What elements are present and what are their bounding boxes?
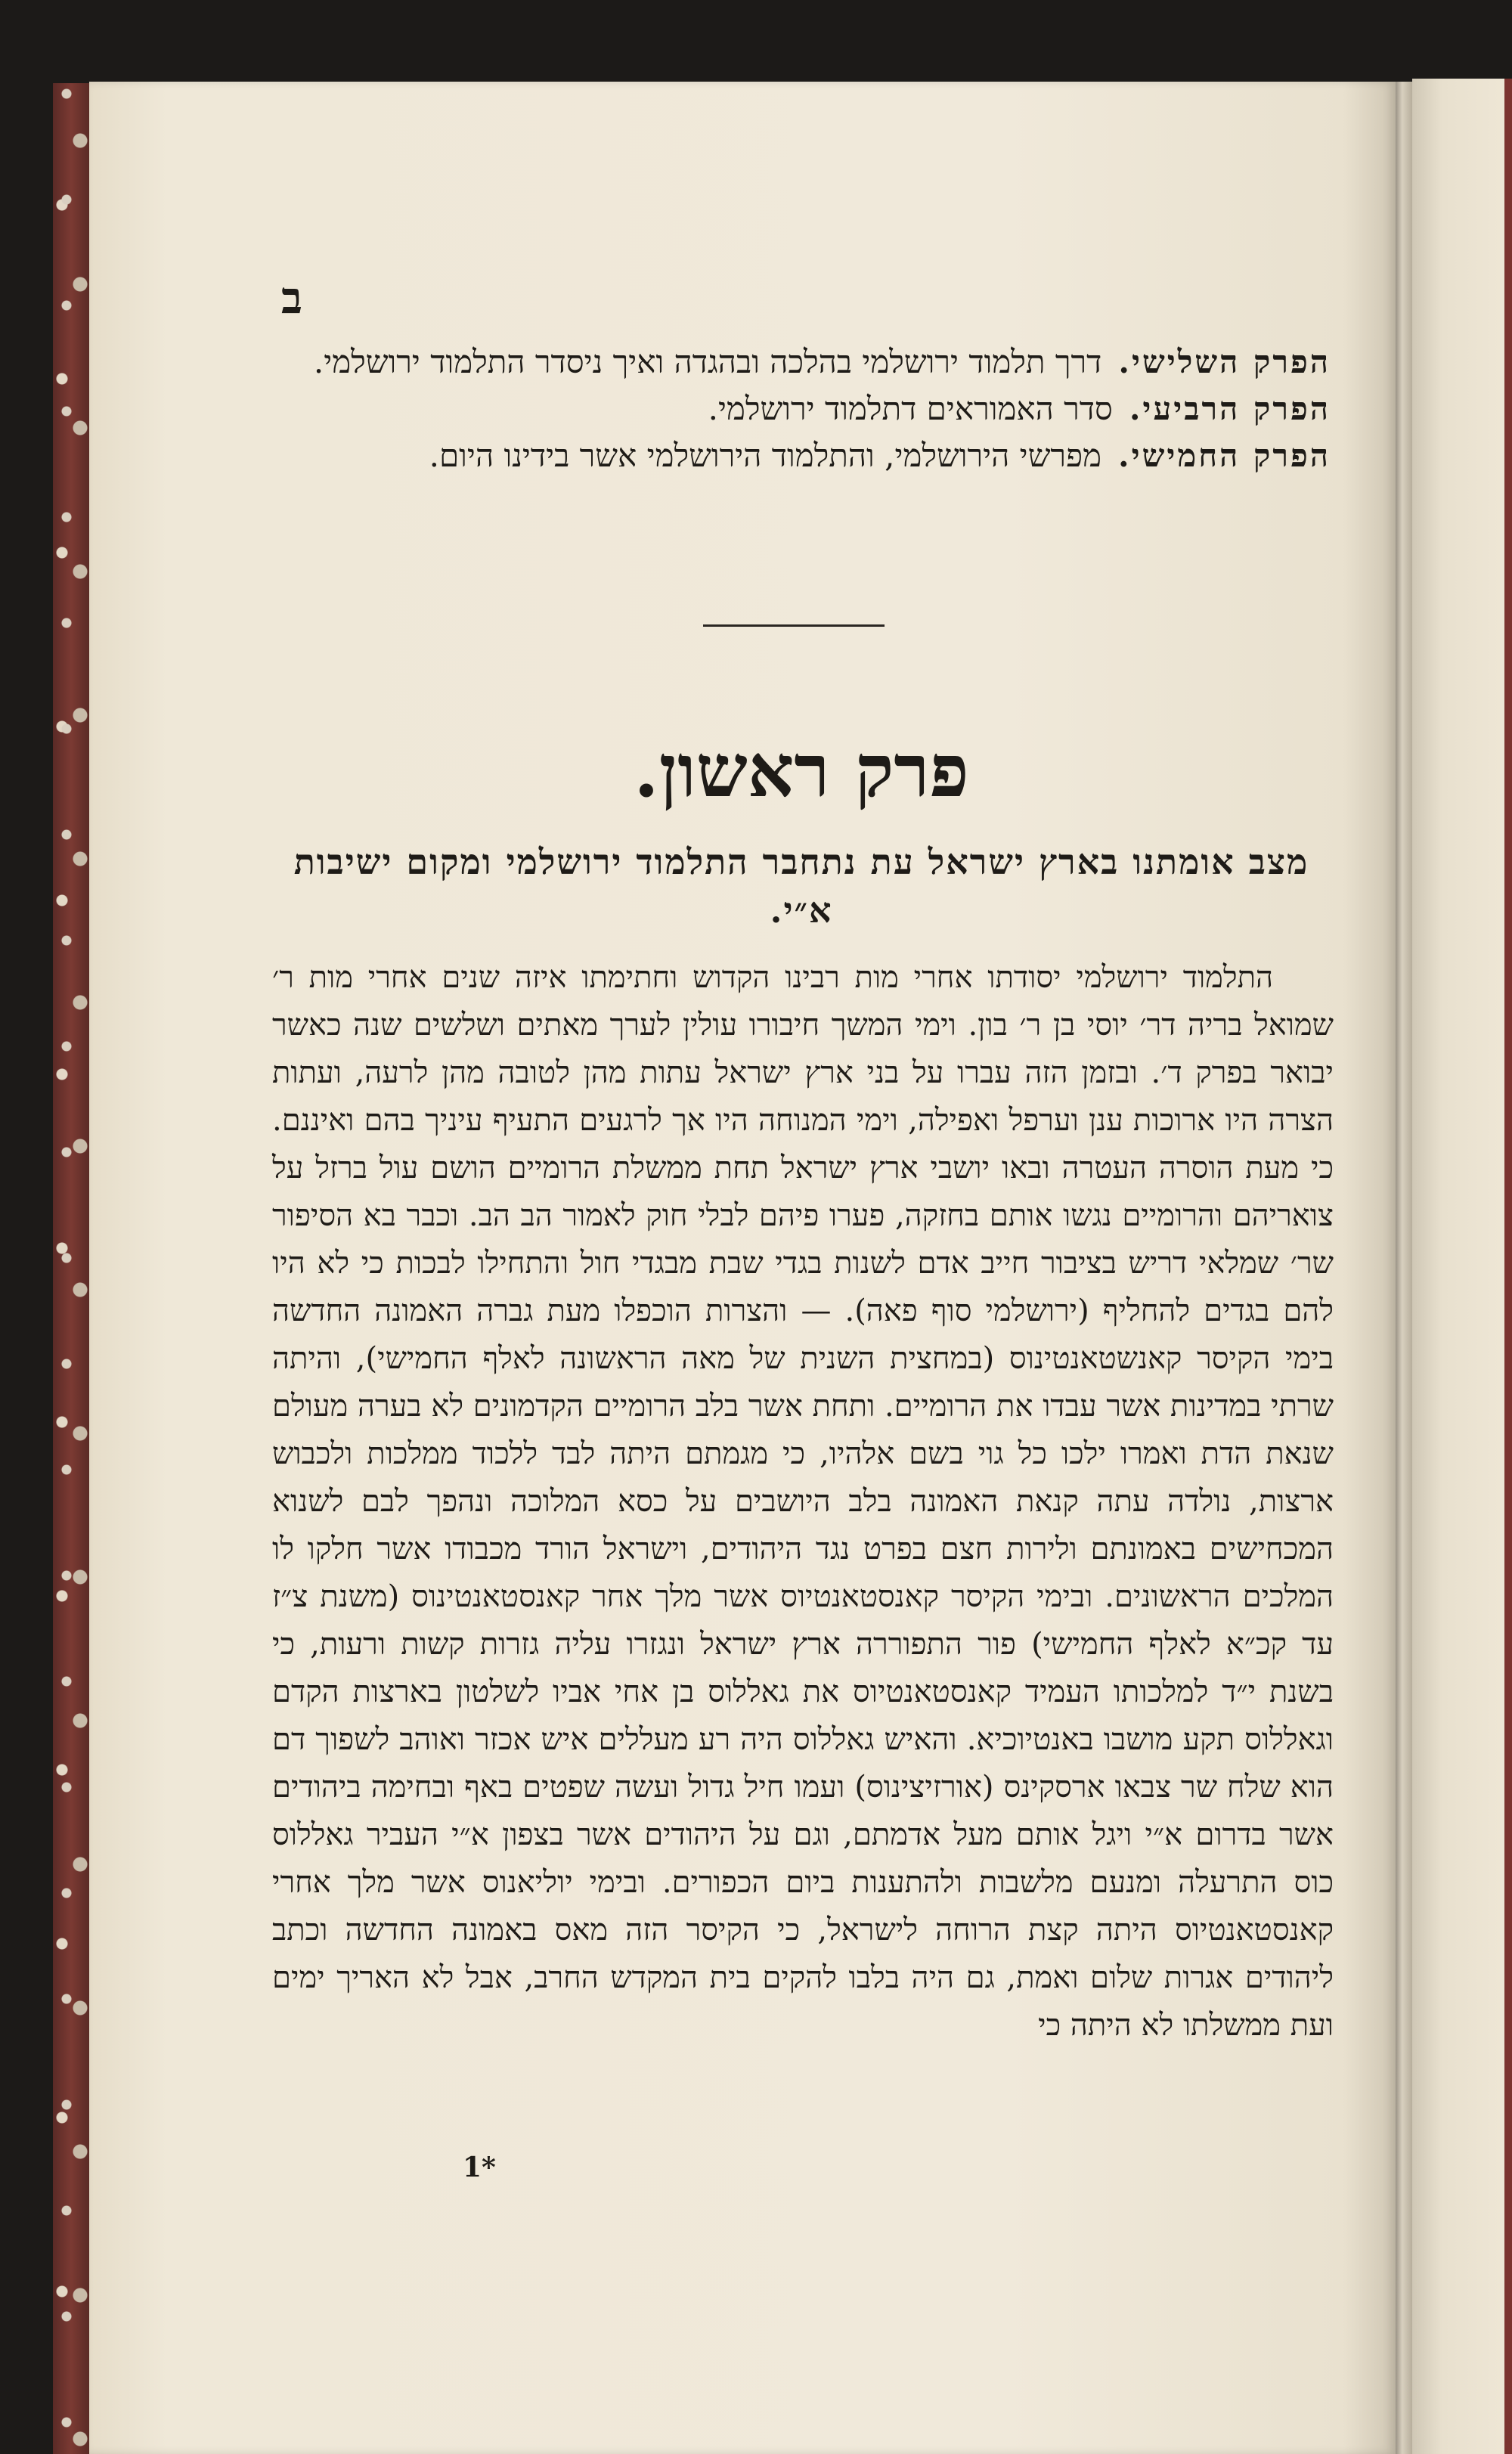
toc-entry-label: הפרק החמישי. [1117,437,1331,474]
book-cover-edge [1504,79,1512,2454]
table-of-contents [272,339,1331,479]
toc-entry-label: הפרק הרביעי. [1129,390,1331,427]
toc-entry-text: מפרשי הירושלמי, והתלמוד הירושלמי אשר בידינו היום. [429,437,1101,474]
section-divider [703,624,885,627]
toc-entry-label: הפרק השלישי. [1118,343,1331,380]
chapter-subtitle: מצב אומתנו בארץ ישראל עת נתחבר התלמוד ירושלמי ומקום ישיבות א״י. [293,841,1309,931]
toc-entry-text: דרך תלמוד ירושלמי בהלכה ובהגדה ואיך ניסדר התלמוד ירושלמי. [313,343,1102,380]
toc-entry [272,432,1331,479]
chapter-title: פרק ראשון. [634,728,969,813]
toc-entry [272,339,1331,386]
page-gutter [1396,82,1412,2454]
signature-mark: 1* [463,2152,496,2183]
toc-entry [272,386,1331,432]
next-page-edge [1412,79,1512,2454]
chapter-body-text: התלמוד ירושלמי יסודתו אחרי מות רבינו הקדוש וחתימתו איזה שנים אחרי מות ר׳ שמואל בריה דר׳ יוסי בן ר׳ בון. וימי המשך חיבורו עולין לערך מאתים ושלשים שנה כאשר יבואר בפרק ד׳. ובזמן הזה עברו על בני ארץ ישראל עתות מהן לטובה מהן לרעה, ועתות הצרה היו ארוכות ענן וערפל ואפילה, וימי המנוחה היו אך לרגעים התעיף עיניך בהם ואיננם. כי מעת הוסרה העטרה ובאו יושבי ארץ ישראל תחת ממשלת הרומיים הושם עול ברזל על צואריהם והרומיים נגשו אותם בחזקה, פערו פיהם לבלי חוק לאמור הב הב. וכבר בא הסיפור שר׳ שמלאי דריש בציבור חייב אדם לשנות בגדי שבת מבגדי חול והתחילו לבכות כי לא היו להם בגדים להחליף (ירושלמי סוף פאה). — והצרות הוכפלו מעת גברה האמונה החדשה בימי הקיסר קאנשטאנטינוס (במחצית השנית של מאה הראשונה לאלף החמישי), והיתה שרתי במדינות אשר עבדו את הרומיים. ותחת אשר בלב הרומיים הקדמונים לא בערה מעולם שנאת הדת ואמרו ילכו כל גוי בשם אלהיו, כי מגמתם היתה לבד ללכוד ממלכות ולכבוש ארצות, נולדה עתה קנאת האמונה בלב היושבים על כסא המלוכה ונהפך לבם לשנוא המכחישים באמונתם ולירות חצם בפרט נגד היהודים, וישראל הורד מכבודו אשר חלקו לו המלכים הראשונים. ובימי הקיסר קאנסטאנטיוס אשר מלך אחר קאנסטאנטינוס (משנת צ״ז עד קכ״א לאלף החמישי) פור התפוררה ארץ ישראל ונגזרו עליה גזרות קשות ורעות, כי בשנת י״ד למלכותו העמיד קאנסטאנטיוס את גאללוס בן אחי אביו לשלטון בארצות הקדם וגאללוס תקע מושבו באנטיוכיא. והאיש גאללוס היה רע מעללים איש אכזר ואוהב לשפוך דם הוא שלח שר צבאו ארסקינס (אורזיצינוס) ועמו חיל גדול ועשה שפטים באף ובחימה ביהודים אשר בדרום א״י ויגל אותם מעל אדמתם, וגם על היהודים אשר בצפון א״י העביר גאללוס כוס התרעלה ומנעם מלשבות ולהתענות ביום הכפורים. ובימי יוליאנוס אשר מלך אחרי קאנסטאנטיוס היתה קצת הרוחה לישראל, כי הקיסר הזה מאס באמונה החדשה וכתב ליהודים אגרות שלום ואמת, גם היה בלבו להקים בית המקדש החרב, אבל לא האריך ימים ועת ממשלתו לא היתה כי [272,960,1334,2043]
page-letter: ב [281,272,302,324]
toc-entry-text: סדר האמוראים דתלמוד ירושלמי. [708,390,1113,427]
